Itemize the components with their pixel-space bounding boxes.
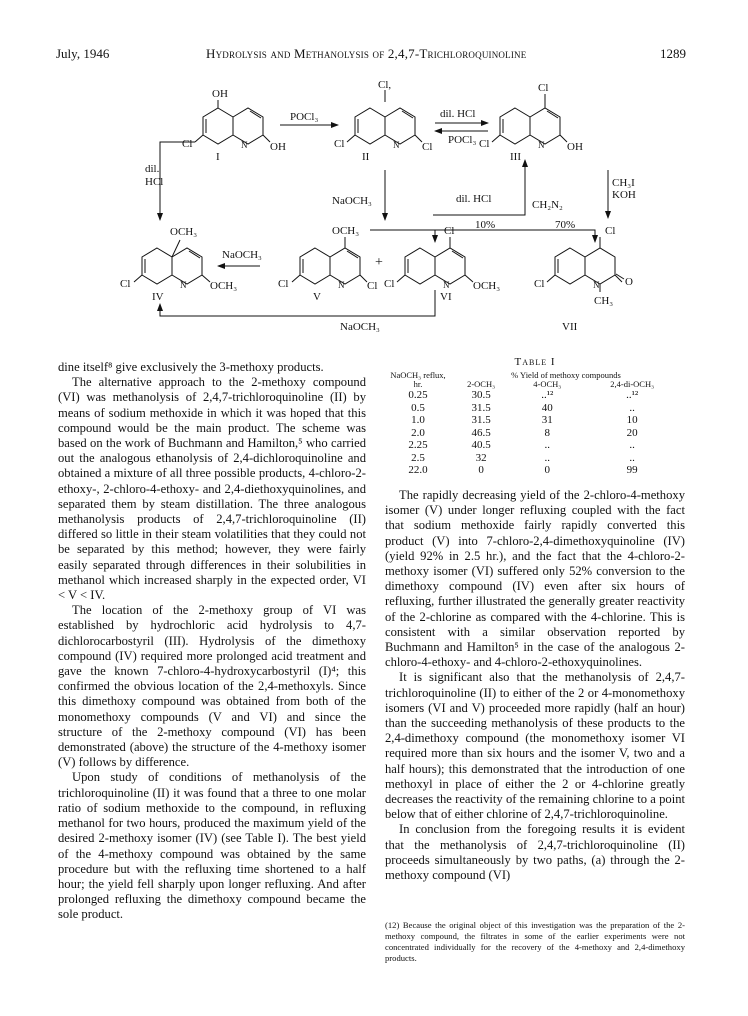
footnote-12: (12) Because the original object of this investigation was the preparation of the 2-methoxy compound, the filtrates in some of the earlier experiments were not concentrated individually for the recovery of the 4-methoxy and 2,4-dimethoxy products.	[385, 920, 685, 963]
reagent-dil: dil.	[145, 163, 160, 175]
table-cell: 10	[626, 414, 638, 427]
label-n-II: N	[393, 140, 400, 150]
label-cl-V-right: Cl	[367, 280, 378, 292]
label-cl-IV: Cl	[120, 278, 131, 290]
table-row	[388, 452, 684, 465]
label-cl-I: Cl	[182, 138, 193, 150]
paragraph: It is significant also that the methanolysis of 2,4,7-trichloroquinoline (II) to either of the 2 or 4-monomethoxy isomers (VI and V) proceeded more rapidly (half an hour) than the succeeding methanolysis of these products to the 2,4-dimethoxy compound (the monomethoxy isomer VI required more than six hours and the isomer V, two and a half hours); this demonstrated that the introduction of one methoxyl in place of either the 2 or 4-chlorine greatly decreases the reactivity of the remaining chlorine to a point below that of either chlorine of 2,4,7-trichloroquinoline.	[385, 670, 685, 822]
reaction-scheme	[100, 80, 660, 350]
table-cell: 8	[544, 426, 550, 439]
label-n-I: N	[241, 140, 248, 150]
compound-V-structure	[292, 237, 367, 284]
compound-III-structure	[492, 94, 567, 144]
table-title: Table I	[514, 356, 556, 368]
table-cell: 20	[626, 426, 638, 439]
label-ch3-VII: CH₃	[594, 295, 614, 307]
label-n-IV: N	[180, 280, 187, 290]
left-column	[58, 360, 366, 923]
reagent-hcl: HCl	[145, 176, 164, 188]
table-row	[388, 414, 684, 427]
table-row	[388, 389, 684, 402]
table-cell: 40.5	[471, 439, 491, 452]
reagent-naoch3-bottom: NaOCH₃	[340, 321, 380, 333]
compound-label-I: I	[216, 151, 220, 163]
running-header	[56, 46, 686, 66]
table-cell: ..	[544, 451, 550, 464]
label-cl-VII-left: Cl	[534, 278, 545, 290]
label-n-V: N	[338, 280, 345, 290]
table-cell: 2.0	[411, 426, 425, 439]
table-cell: 0	[478, 464, 484, 477]
table-cell: 0.25	[408, 389, 428, 402]
table-cell: 30.5	[471, 389, 491, 402]
right-column	[385, 488, 685, 883]
table-row	[388, 439, 684, 452]
table-cell: 0	[544, 464, 550, 477]
reagent-dil-hcl-top: dil. HCl	[440, 108, 476, 120]
table-cell: ..	[629, 401, 635, 414]
label-cl-VI-top: Cl	[444, 225, 455, 237]
reagent-ch3i: CH₃I	[612, 177, 635, 189]
table-cell: ..¹²	[626, 389, 639, 402]
table-cell: 2.5	[411, 451, 425, 464]
label-n-III: N	[538, 140, 545, 150]
yield-table	[388, 371, 684, 477]
paragraph: The location of the 2-methoxy group of VI was established by hydrochloric acid hydrolysis to 4,7-dichlorocarbostyril (III). Hydrolysis of the dimethoxy compound (IV) required more prolonged acid treatment and gave the known 7-chloro-4-hydroxycarbostyril (I)⁴; this confirmed the obvious location of the 2,4-methoxyls. Since this dimethoxy compound was obtained from both of the monomethoxy compounds (V and VI) and since the structure of the 2-methoxy compound (VI) has been demonstrated (above) the structure of the 4-methoxy isomer (V) follows by difference.	[58, 603, 366, 770]
label-cl-II-left: Cl	[334, 138, 345, 150]
plus-sign: +	[375, 255, 383, 270]
label-n-VII: N	[593, 280, 600, 290]
paragraph: In conclusion from the foregoing results it is evident that the methanolysis of 2,4,7-trichloroquinoline (II) proceeds simultaneously by two paths, (a) through the 2-methoxy compound (VI)	[385, 822, 685, 883]
table-cell: 46.5	[471, 426, 491, 439]
table-cell: 40	[541, 401, 553, 414]
label-cl-II-right: Cl	[422, 141, 433, 153]
table-cell: 31	[541, 414, 553, 427]
header-title: Hydrolysis and Methanolysis of 2,4,7-Trichloroquinoline	[206, 46, 527, 61]
label-cl-III-top: Cl	[538, 82, 549, 94]
label-och3-IV: OCH₃	[210, 280, 238, 292]
header-date: July, 1946	[56, 46, 110, 61]
label-och3-IV-top: OCH₃	[170, 226, 198, 238]
label-n-VI: N	[443, 280, 450, 290]
label-och3-V-top: OCH₃	[332, 225, 360, 237]
table-col-header-reflux: NaOCH₃ reflux, hr.	[390, 370, 446, 389]
compound-IV-structure	[134, 240, 210, 284]
reagent-dil-hcl-mid: dil. HCl	[456, 193, 492, 205]
table-cell: 31.5	[471, 414, 491, 427]
label-oh-III: OH	[567, 141, 583, 153]
compound-label-V: V	[313, 291, 321, 303]
label-o-VII: O	[625, 276, 633, 288]
table-cell: 31.5	[471, 401, 491, 414]
table-subheader: 2,4-di-OCH₃	[610, 379, 655, 389]
compound-label-III: III	[510, 151, 521, 163]
label-cl-VII-top: Cl	[605, 225, 616, 237]
paragraph: Upon study of conditions of methanolysis of the trichloroquinoline (II) it was found that a three to one molar ratio of sodium methoxide to the compound, in refluxing methanol for two hours, produced the maximum yield of the desired 2-methoxy isomer (IV) (see Table I). The best yield of the 4-methoxy compound was obtained by the same procedure but with the refluxing time shortened to a half hour; the yield fell sharply upon longer refluxing. And after prolonged refluxing the dimethoxy compound became the sole product.	[58, 770, 366, 922]
compound-II-structure	[347, 90, 422, 144]
yield-10-percent: 10%	[475, 219, 496, 231]
table-cell: ..	[544, 439, 550, 452]
reagent-naoch3-mid: NaOCH₃	[222, 249, 262, 261]
compound-I-structure	[195, 100, 270, 144]
paragraph: The alternative approach to the 2-methoxy compound (VI) was methanolysis of 2,4,7-trichloroquinoline (II) by means of sodium methoxide in which it was hoped that this compound would be the main product. The scheme was based on the work of Buchmann and Hamilton,⁵ who carried out the analogous ethanolysis of 2,4-dichloroquinoline and obtained a mixture of all three possible products, 4-chloro-2-ethoxy-, 2-chloro-4-ethoxy- and 2,4-diethoxyquinolines, and separated them by steam distillation. The three analogous methanolysis products of 2,4,7-trichloroquinoline (II) differed so little in their steam volatilities that they could not be separated by this method; however, they were fairly easily separated through differences in their solubilities in methanol which increased sharply in the expected order, VI < V < IV.	[58, 375, 366, 603]
table-row	[388, 464, 684, 477]
compound-VII-structure	[547, 237, 624, 292]
header-page-number: 1289	[660, 46, 686, 61]
compound-label-IV: IV	[152, 291, 164, 303]
compound-VI-structure	[397, 237, 473, 284]
reagent-koh: KOH	[612, 189, 636, 201]
paragraph: The rapidly decreasing yield of the 2-chloro-4-methoxy isomer (V) under longer refluxing coupled with the fact that sodium methoxide fairly rapidly converted this product (V) into 7-chloro-2,4-dimethoxyquinoline (IV) (yield 92% in 2.5 hr.), and the fact that the 4-chloro-2-methoxy isomer (VI) suffered only 52% conversion to the dimethoxy compound (IV) even after six hours of refluxing, further illustrated the generally greater reactivity of the 2-chlorine as compared with the 4-chlorine. This is consistent with a similar observation reported by Buchmann and Hamilton⁵ in the case of the analogous 2-chloro-4-ethoxy- and 4-chloro-2-ethoxyquinolines.	[385, 488, 685, 670]
table-cell: 2.25	[408, 439, 428, 452]
label-cl-VI-left: Cl	[384, 278, 395, 290]
label-cl-III: Cl	[479, 138, 490, 150]
reagent-ch2n2: CH₂N₂	[532, 199, 563, 211]
table-cell: 1.0	[411, 414, 425, 427]
paragraph: dine itself⁸ give exclusively the 3-methoxy products.	[58, 360, 324, 374]
table-cell: ..	[629, 451, 635, 464]
label-cl-V-left: Cl	[278, 278, 289, 290]
label-oh-I-2: OH	[270, 141, 286, 153]
table-cell: ..¹²	[541, 389, 554, 402]
table-subheader: 4-OCH₃	[533, 379, 562, 389]
table-cell: 99	[626, 464, 638, 477]
compound-label-VII: VII	[562, 321, 578, 333]
reagent-pocl3-1: POCl₃	[290, 111, 319, 123]
table-cell: ..	[629, 439, 635, 452]
compound-label-VI: VI	[440, 291, 452, 303]
reagent-pocl3-2: POCl₃	[448, 134, 477, 146]
table-cell: 22.0	[408, 464, 428, 477]
table-subheader: 2-OCH₃	[467, 379, 496, 389]
label-oh-I: OH	[212, 88, 228, 100]
compound-label-II: II	[362, 151, 370, 163]
label-och3-VI: OCH₃	[473, 280, 501, 292]
table-cell: 0.5	[411, 401, 425, 414]
table-row	[388, 402, 684, 415]
table-cell: 32	[475, 451, 487, 464]
reagent-naoch3-down: NaOCH₃	[332, 195, 372, 207]
label-cl-II-top: Cl,	[378, 80, 392, 91]
table-row	[388, 427, 684, 440]
yield-70-percent: 70%	[555, 219, 576, 231]
table-col-header-group: % Yield of methoxy compounds	[511, 370, 621, 380]
